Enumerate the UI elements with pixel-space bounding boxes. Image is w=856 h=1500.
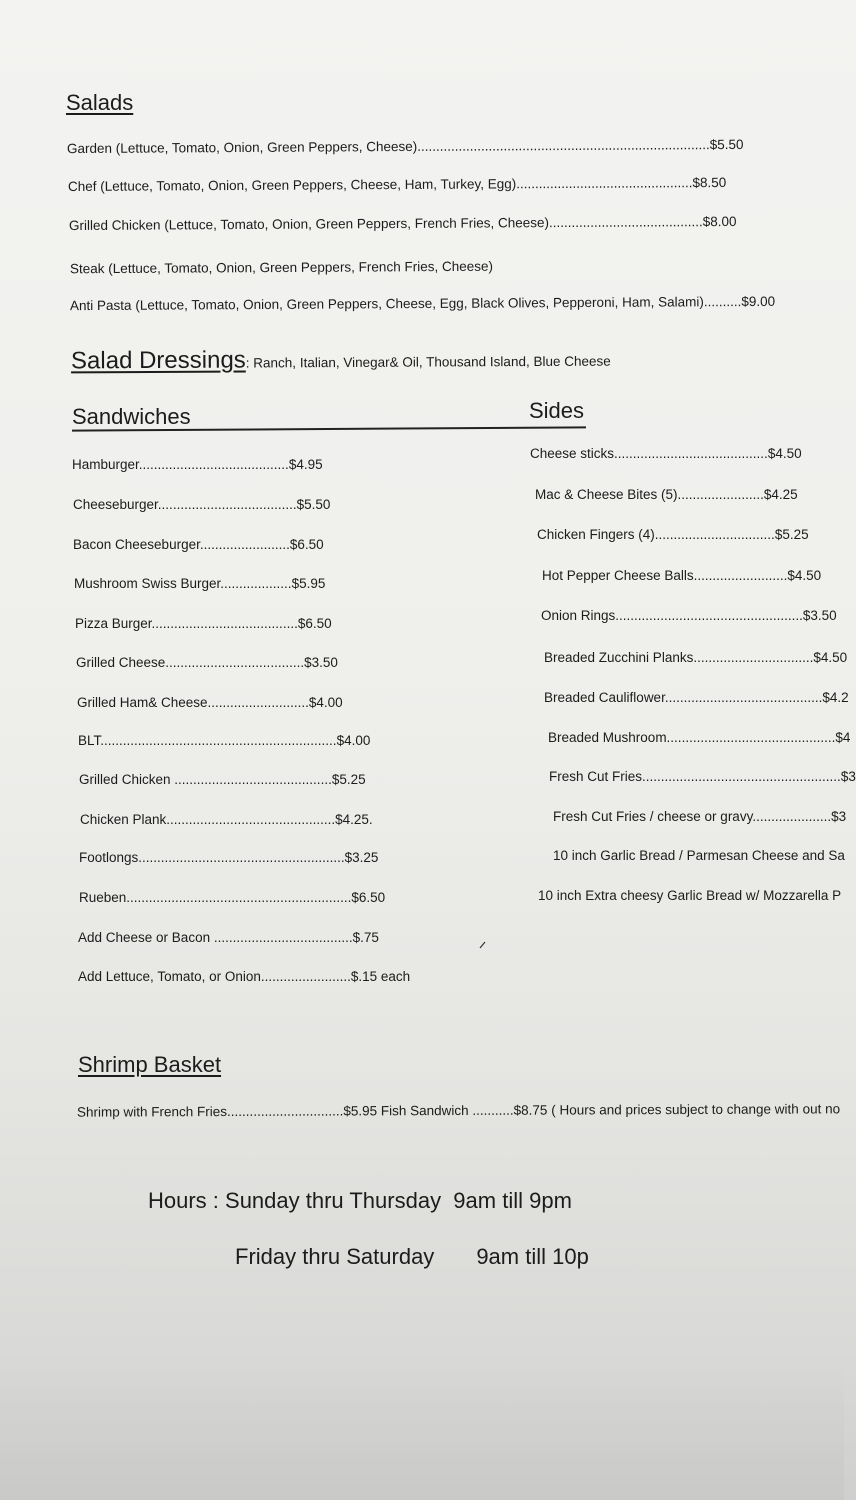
item-price: $5.25 [331, 772, 366, 787]
sandwich-item-cheeseburger [73, 497, 330, 512]
sides-heading: Sides [529, 398, 585, 423]
sandwich-item-footlongs [79, 850, 378, 865]
salad-item-garden [67, 137, 744, 156]
item-text: Grilled Ham& Cheese........................... [77, 695, 309, 710]
item-text: Hot Pepper Cheese Balls......................... [542, 568, 788, 583]
item-text: Anti Pasta (Lettuce, Tomato, Onion, Green Peppers, Cheese, Egg, Black Olives, Pepperoni, Ham, Salami).......... [69, 294, 742, 314]
item-text: Cheese sticks......................................... [530, 446, 768, 461]
salad-dressings-heading: Salad Dressings [70, 346, 246, 375]
item-text: Mushroom Swiss Burger................... [74, 576, 292, 591]
salad-item-chef [68, 175, 726, 194]
salad-item-steak [70, 259, 493, 277]
item-text: Bacon Cheeseburger........................ [73, 537, 290, 552]
item-text: Mac & Cheese Bites (5)....................... [535, 487, 764, 502]
item-price: $4.95 [288, 457, 323, 472]
item-text: Chicken Plank............................................. [80, 812, 336, 827]
sandwich-item-mushroom-swiss-burger [74, 576, 325, 591]
side-item-cheese-sticks [530, 446, 802, 461]
side-item-breaded-cauliflower [544, 690, 849, 705]
salad-dressings [71, 345, 611, 376]
item-price: $9.00 [741, 293, 776, 310]
item-text: Onion Rings.................................................. [541, 608, 803, 623]
item-text: Breaded Mushroom............................................. [548, 730, 836, 745]
shrimp-basket-line: Shrimp with French Fries...............................$5.95 Fish Sandwich ...........$8.75 ( Hours and prices subject to change with out no [76, 1101, 841, 1120]
sandwich-item-hamburger [72, 457, 323, 472]
item-text: Breaded Cauliflower.......................................... [544, 690, 823, 705]
item-text: Garden (Lettuce, Tomato, Onion, Green Peppers, Cheese).............................................................................. [66, 137, 710, 157]
item-price: $3.50 [304, 655, 338, 670]
item-price: $4.50 [813, 650, 848, 665]
item-text: 10 inch Extra cheesy Garlic Bread w/ Mozzarella P [538, 888, 842, 903]
item-text: Fresh Cut Fries / cheese or gravy..................... [553, 809, 832, 824]
item-price: $5.50 [296, 497, 331, 512]
salads-heading: Salads [66, 90, 134, 115]
item-price: $4.50 [767, 446, 802, 461]
salad-item-grilled-chicken [69, 214, 737, 233]
item-price: $3.50 [802, 608, 837, 623]
item-price: $.75 [352, 930, 379, 945]
item-price: $4.50 [787, 568, 822, 583]
item-text: Grilled Cheese..................................... [76, 655, 305, 670]
item-text: Pizza Burger....................................... [75, 616, 298, 631]
item-price: $4.00 [308, 695, 343, 710]
item-price: $4 [835, 730, 851, 745]
item-text: Add Cheese or Bacon ..................................... [78, 930, 353, 945]
sandwich-item-grilled-ham-cheese [77, 695, 343, 710]
side-item-onion-rings [541, 608, 837, 623]
side-item-chicken-fingers [537, 527, 809, 542]
shrimp-basket-heading: Shrimp Basket [78, 1052, 222, 1077]
side-item-fresh-cut-fries-cheese-gravy [553, 809, 846, 824]
sandwich-item-blt [78, 733, 370, 748]
item-price: $4.2 [822, 690, 849, 705]
sandwich-item-grilled-cheese [76, 655, 338, 670]
item-text: Hamburger........................................ [72, 457, 289, 472]
side-item-fresh-cut-fries [549, 769, 856, 784]
hours-line-sunday-thursday: Hours : Sunday thru Thursday 9am till 9pm [148, 1188, 572, 1213]
item-price: $4.25. [335, 812, 373, 827]
side-item-garlic-bread-parmesan [553, 848, 845, 863]
item-text: Breaded Zucchini Planks................................ [544, 650, 814, 665]
sandwich-item-add-lettuce-tomato-onion [78, 969, 410, 984]
item-price: $6.50 [351, 890, 386, 905]
item-text: Chicken Fingers (4)................................ [537, 527, 775, 542]
side-item-breaded-mushroom [548, 730, 850, 745]
sandwich-item-chicken-plank [80, 812, 373, 827]
item-text: BLT............................................................... [78, 733, 337, 748]
sandwich-item-add-cheese-bacon [78, 930, 379, 945]
sandwich-item-rueben [79, 890, 385, 905]
item-price: $.15 each [350, 969, 411, 984]
paper-shadow [0, 1360, 844, 1500]
item-price: $3 [840, 769, 856, 784]
side-item-hot-pepper-cheese-balls [542, 568, 821, 583]
hours-time: 9am till 10p [476, 1244, 589, 1269]
item-text: Steak (Lettuce, Tomato, Onion, Green Peppers, French Fries, Cheese) [69, 258, 494, 277]
item-price: $5.50 [709, 136, 744, 153]
side-item-breaded-zucchini-planks [544, 650, 847, 665]
item-text: Fresh Cut Fries..................................................... [549, 769, 841, 784]
item-text: Grilled Chicken (Lettuce, Tomato, Onion, Green Peppers, French Fries, Cheese)......................................... [68, 214, 703, 234]
item-price: $3.25 [344, 850, 379, 865]
side-item-mac-cheese-bites [535, 487, 798, 502]
item-price: $4.25 [763, 487, 798, 502]
item-text: Grilled Chicken .......................................... [79, 772, 332, 787]
item-price: $4.00 [336, 733, 371, 748]
sandwiches-heading: Sandwiches [72, 404, 191, 429]
item-price: $5.95 [291, 576, 326, 591]
sandwich-item-bacon-cheeseburger [73, 537, 324, 552]
sandwich-item-pizza-burger [75, 616, 332, 631]
salad-item-anti-pasta [70, 294, 775, 313]
item-text: Chef (Lettuce, Tomato, Onion, Green Peppers, Cheese, Ham, Turkey, Egg)............................................... [67, 175, 693, 195]
item-price: $6.50 [297, 616, 332, 631]
item-price: $8.00 [702, 213, 737, 230]
item-text: 10 inch Garlic Bread / Parmesan Cheese and Sa [553, 848, 845, 863]
item-text: Cheeseburger..................................... [73, 497, 297, 512]
pen-mark [478, 940, 488, 950]
hours-days: Friday thru Saturday [235, 1244, 435, 1269]
salad-dressings-list: : Ranch, Italian, Vinegar& Oil, Thousand Island, Blue Cheese [245, 353, 611, 371]
item-price: $5.25 [774, 527, 809, 542]
item-text: Footlongs....................................................... [79, 850, 345, 865]
item-price: $6.50 [289, 537, 324, 552]
item-text: Rueben............................................................ [79, 890, 352, 905]
item-text: Add Lettuce, Tomato, or Onion........................ [78, 969, 351, 984]
hours-line-friday-saturday [235, 1244, 589, 1270]
item-price: $3 [831, 809, 847, 824]
sandwich-item-grilled-chicken [79, 772, 366, 787]
item-price: $8.50 [692, 174, 727, 191]
side-item-extra-cheesy-garlic-bread [538, 888, 841, 903]
